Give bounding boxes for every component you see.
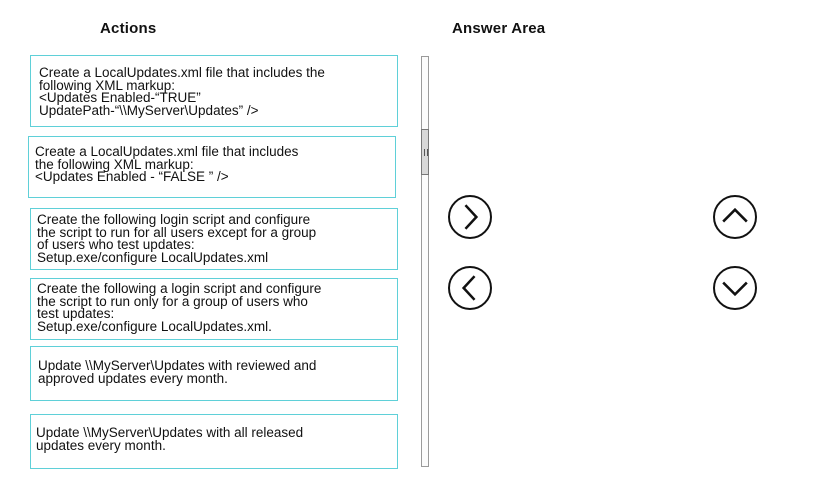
chevron-right-icon: [450, 197, 490, 237]
move-right-button[interactable]: [448, 195, 492, 239]
chevron-up-icon: [715, 197, 755, 237]
chevron-down-icon: [715, 268, 755, 308]
action-item[interactable]: Update \\MyServer\Updates with reviewed and approved updates every month.: [30, 346, 398, 401]
action-item[interactable]: Create the following a login script and configure the script to run only for a group of users who test updates: Setup.exe/configure LocalUpdates.xml.: [30, 278, 398, 340]
action-item[interactable]: Create the following login script and configure the script to run for all users except for a group of users who test updates: Setup.exe/configure LocalUpdates.xml: [30, 208, 398, 270]
actions-scrollbar[interactable]: [421, 56, 429, 467]
action-item[interactable]: Update \\MyServer\Updates with all released updates every month.: [30, 414, 398, 469]
action-item[interactable]: Create a LocalUpdates.xml file that includes the following XML markup: <Updates Enabled-“TRUE” UpdatePath-“\\MyServer\Updates” />: [30, 55, 398, 127]
scrollbar-thumb[interactable]: [421, 129, 429, 175]
chevron-left-icon: [450, 268, 490, 308]
move-up-button[interactable]: [713, 195, 757, 239]
answer-area-heading: Answer Area: [452, 20, 546, 37]
move-left-button[interactable]: [448, 266, 492, 310]
action-item[interactable]: Create a LocalUpdates.xml file that includes the following XML markup: <Updates Enabled - “FALSE ” />: [28, 136, 396, 198]
actions-heading: Actions: [100, 20, 157, 37]
move-down-button[interactable]: [713, 266, 757, 310]
